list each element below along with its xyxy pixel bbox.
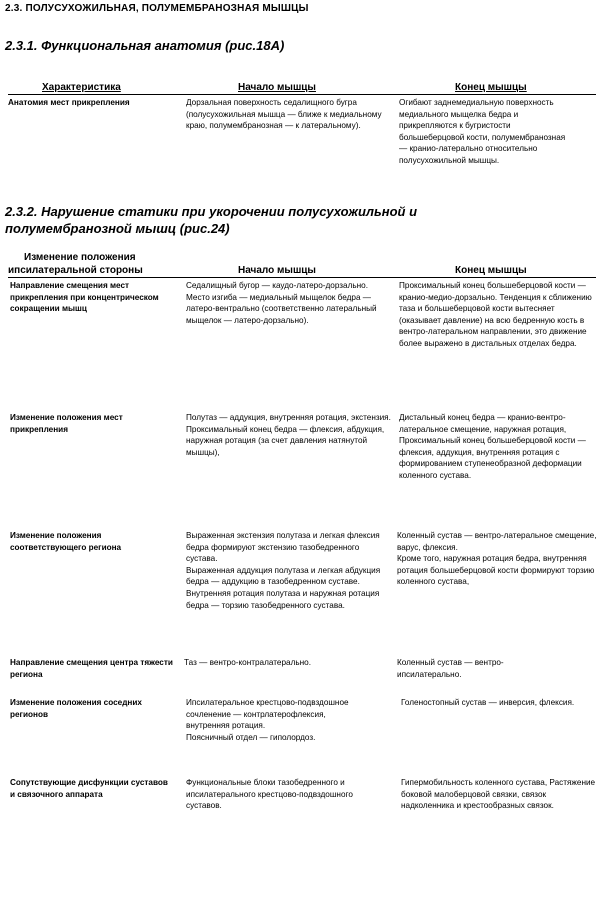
table2-row6-end [401, 777, 599, 812]
subsection-heading-232 [5, 203, 600, 237]
table2-header-underline [8, 277, 596, 278]
table2-col-start: Начало мышцы [238, 265, 316, 276]
table2-row3-end-p1: Коленный сустав — вентро-латеральное смещение, варус, флексия. [397, 531, 597, 552]
table2-row2-start [186, 412, 391, 458]
table1-row-start: Дорзальная поверхность седалищного бугра (полусухожильная мышца — ближе к медиальному краю, полумембранозная — к латеральному). [186, 98, 382, 131]
section-title: 2.3. ПОЛУСУХОЖИЛЬНАЯ, ПОЛУМЕМБРАНОЗНАЯ МЫШЦЫ [5, 3, 309, 14]
table2-row6-start-p1: Функциональные блоки тазобедренного и ипсилатерального крестцово-подвздошного суставов. [186, 778, 353, 811]
table2-row1-start [186, 280, 391, 326]
table2-row4-label: Направление смещения центра тяжести региона [10, 658, 173, 679]
subsection-heading-232-line2: полумембранозной мышц (рис.24) [5, 221, 230, 236]
table2-row4-start-p1: Таз — вентро-контралатерально. [184, 658, 311, 667]
table2-row4-end-p1: Коленный сустав — вентро-ипсилатерально. [397, 658, 504, 679]
table2-row1-start-p1: Седалищный бугор — каудо-латеро-дорзально. [186, 281, 369, 290]
table2-row5-start-p2: Поясничный отдел — гиполордоз. [186, 732, 316, 742]
table2-row1-start-p2: Место изгиба — медиальный мыщелок бедра — латеро-вентрально (соответственно латеральный мыщелок — латеро-дорзально). [186, 292, 377, 325]
subsection-heading-232-line1: 2.3.2. Нарушение статики при укорочении полусухожильной и [5, 204, 418, 219]
table2-row1-end [399, 280, 594, 350]
table2-row3-end [397, 530, 597, 588]
table2-row2-label: Изменение положения мест прикрепления [10, 413, 123, 434]
table2-row5-label: Изменение положения соседних регионов [10, 698, 142, 719]
table2-row6-end-p1: Гипермобильность коленного сустава, Растяжение боковой малоберцовой связки, связок надколенника и крестообразных связок. [401, 778, 596, 811]
table2-row2-start-p2: Проксимальный конец бедра — флексия, абдукция, наружная ротация (за счет давления натянутой мышцы), [186, 424, 385, 457]
table1-col-start-label: Начало мышцы [238, 82, 316, 93]
table1-col-characteristic-label: Характеристика [42, 82, 121, 93]
table2-row1-label: Направление смещения мест прикрепления при концентрическом сокращении мышц [10, 281, 159, 314]
table2-col1-line1: Изменение положения [24, 252, 136, 263]
table2-row2-end-p2: Проксимальный конец большеберцовой кости — флексия, аддукция, внутренняя ротация с формированием ступенеобразной деформации коленного сустава. [399, 436, 586, 480]
subsection-heading-231: 2.3.1. Функциональная анатомия (рис.18А) [5, 38, 285, 53]
table1-header-underline [8, 94, 596, 95]
table1-row-label: Анатомия мест прикрепления [8, 98, 130, 107]
table2-row5-end-p1: Голеностопный сустав — инверсия, флексия. [401, 698, 575, 707]
table1-col-end [455, 82, 527, 93]
table2-col-end: Конец мышцы [455, 265, 527, 276]
table2-row3-start [186, 530, 391, 611]
table2-row5-end [401, 697, 596, 709]
table1-row-end: Огибают заднемедиальную поверхность медиального мыщелка бедра и прикрепляются к бугристости большеберцовой кости, полумембранозная — краниo-латерально относительно полусухожильной мышцы. [399, 98, 566, 165]
table1-col-end-label: Конец мышцы [455, 82, 527, 93]
table2-row2-end-p1: Дистальный конец бедра — краниo-вентро-латеральное смещение, наружная ротация, [399, 413, 567, 434]
table2-row3-start-p2: Выраженная аддукция полутаза и легкая абдукция бедра — аддукцию в тазобедренном суставе. Внутренняя ротация полутаза и наружная ротация бедра — торзию тазобедренного сустава. [186, 565, 381, 610]
table2-row5-start-p1: Ипсилатеральное крестцово-подвздошное сочленение — контрлатерофлексия, внутренняя ротация. [186, 698, 349, 731]
table2-row2-start-p1: Полутаз — аддукция, внутренняя ротация, экстензия. [186, 413, 391, 422]
table2-row3-label: Изменение положения соответствующего региона [10, 531, 122, 552]
table1-col-characteristic [42, 82, 121, 93]
table2-row4-end [397, 657, 557, 680]
table2-row6-label: Сопутствующие дисфункции суставов и связочного аппарата [10, 778, 168, 799]
table2-row3-end-p2: Кроме того, наружная ротация бедра, внутренняя ротация большеберцовой кости формируют торзию коленного сустава, [397, 554, 595, 587]
table2-row4-start [184, 657, 389, 669]
table2-col1-line2: ипсилатеральной стороны [8, 265, 143, 276]
table2-row5-start [186, 697, 371, 743]
table2-row3-start-p1: Выраженная экстензия полутаза и легкая флексия бедра формируют экстензию тазобедренного сустава. [186, 531, 380, 564]
table1-col-start [238, 82, 316, 93]
table2-row6-start [186, 777, 381, 812]
table2-row2-end [399, 412, 594, 482]
table2-row1-end-p1: Проксимальный конец большеберцовой кости — краниo-медио-дорзально. Тенденция к сближению таза и большеберцовой кости вытесняет (оказывает давление) на всю бедренную кость в вентро-латеральном направлении, это движение более выражено в дистальных отделах бедра. [399, 281, 592, 348]
